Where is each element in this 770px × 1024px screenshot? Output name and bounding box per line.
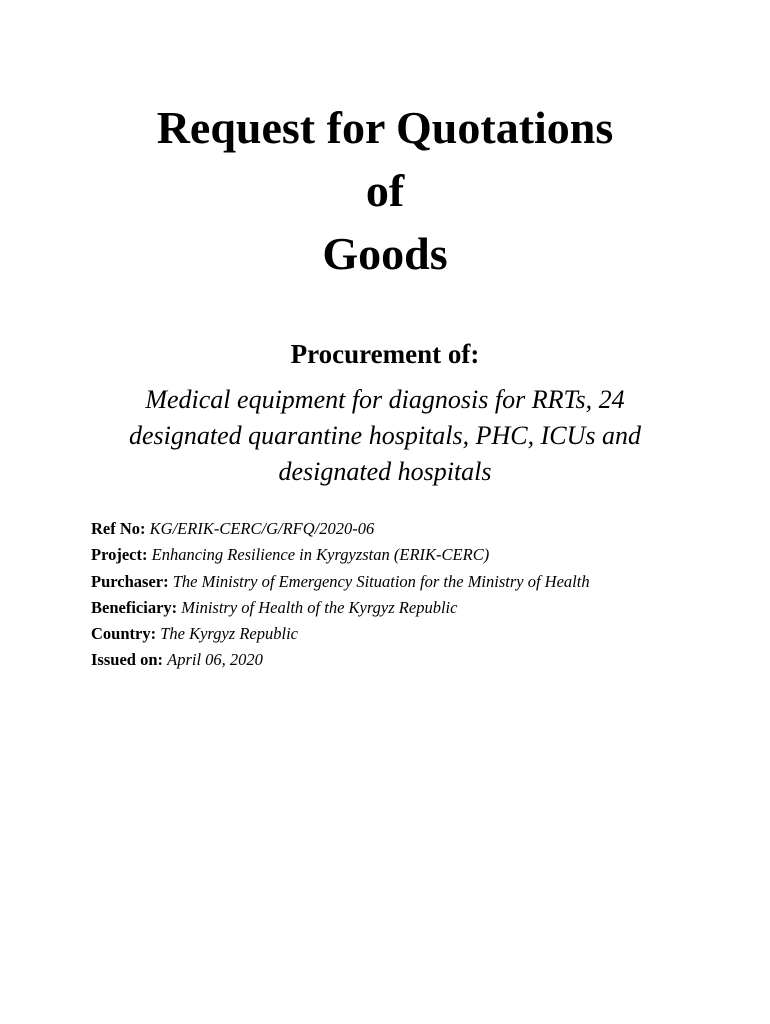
detail-value: April 06, 2020 bbox=[167, 650, 263, 670]
title-line: of bbox=[365, 165, 405, 216]
detail-ref-no bbox=[91, 516, 731, 542]
detail-purchaser bbox=[91, 569, 731, 595]
detail-country bbox=[91, 621, 731, 647]
detail-label: Issued on: bbox=[91, 650, 163, 670]
detail-label: Country: bbox=[91, 624, 157, 644]
document-title bbox=[0, 96, 770, 285]
detail-label: Purchaser: bbox=[91, 571, 169, 591]
detail-value: KG/ERIK-CERC/G/RFQ/2020-06 bbox=[149, 519, 375, 538]
detail-issued-on bbox=[91, 647, 731, 673]
detail-label: Project: bbox=[91, 545, 148, 565]
title-line: Request for Quotations bbox=[156, 102, 614, 153]
detail-value: Enhancing Resilience in Kyrgyzstan (ERIK-CERC) bbox=[151, 545, 490, 565]
detail-value: Ministry of Health of the Kyrgyz Republic bbox=[181, 597, 458, 617]
detail-label: Ref No: bbox=[91, 519, 146, 538]
procurement-description: Medical equipment for diagnosis for RRTs, 24 designated quarantine hospitals, PHC, ICUs and designated hospitals bbox=[128, 385, 642, 486]
detail-beneficiary bbox=[91, 595, 731, 621]
detail-value: The Kyrgyz Republic bbox=[160, 624, 298, 644]
title-line: Goods bbox=[322, 228, 448, 279]
procurement-heading: Procurement of: bbox=[290, 339, 480, 369]
detail-value: The Ministry of Emergency Situation for the Ministry of Health bbox=[172, 571, 590, 591]
document-details bbox=[91, 516, 731, 674]
detail-label: Beneficiary: bbox=[91, 597, 178, 617]
detail-project bbox=[91, 542, 731, 568]
